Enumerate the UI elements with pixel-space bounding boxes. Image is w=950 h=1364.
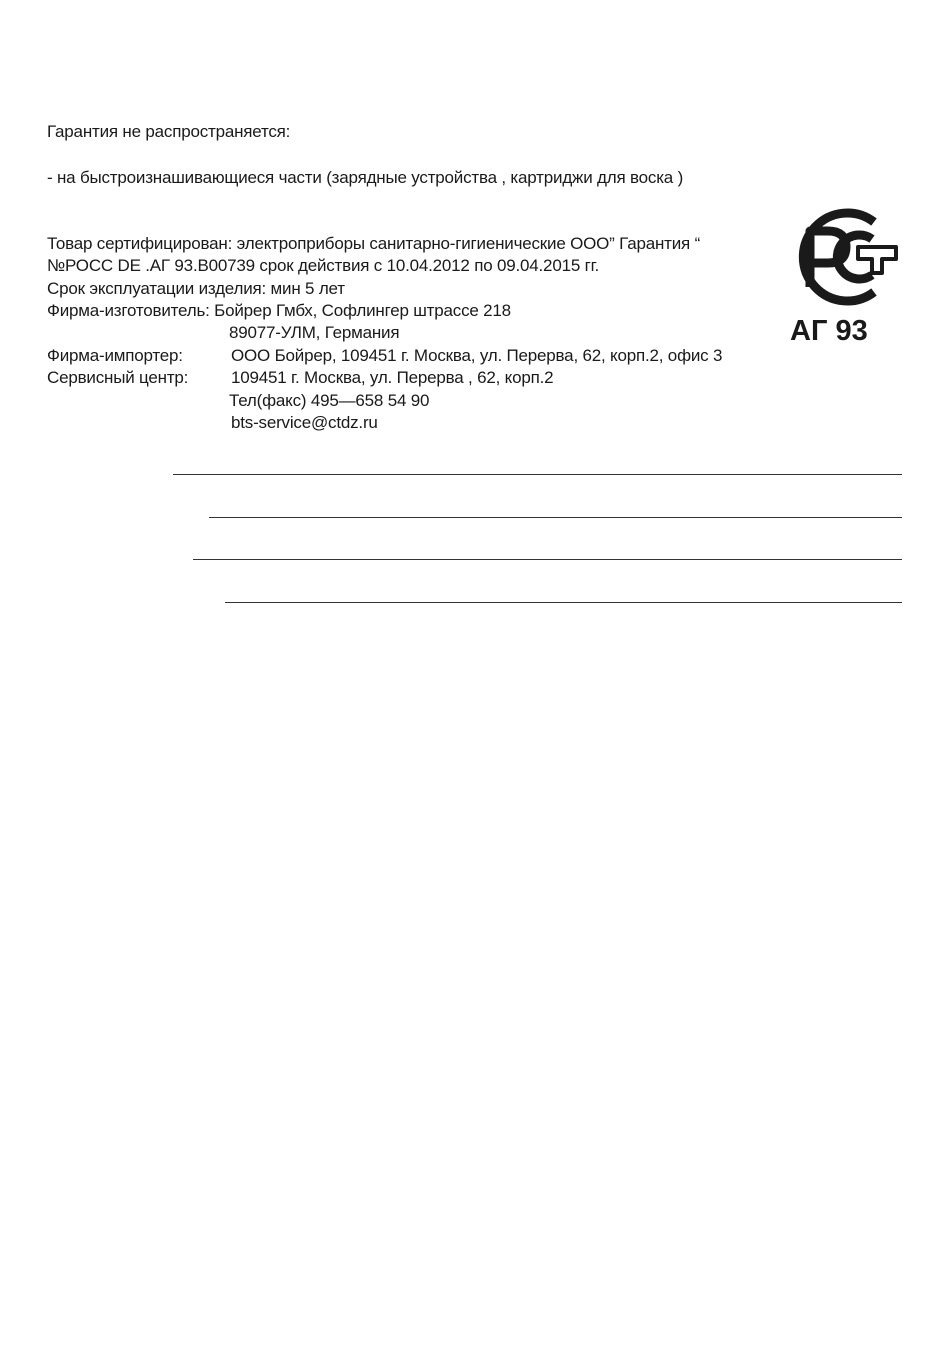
signature-line-4	[225, 602, 902, 603]
warranty-exclusion: - на быстроизнашивающиеся части (зарядные устройства , картриджи для воска )	[47, 168, 684, 187]
service-phone: Тел(факс) 495—658 54 90	[229, 391, 430, 410]
service-row	[47, 367, 553, 389]
importer-row	[47, 345, 722, 367]
importer-address: ООО Бойрер, 109451 г. Москва, ул. Перерва, 62, корп.2, офис 3	[231, 346, 723, 365]
manufacturer-address: Бойрер Гмбх, Софлингер штрассе 218	[214, 301, 511, 320]
certification-line-2: №РОСС DE .АГ 93.В00739 срок действия с 10.04.2012 по 09.04.2015 гг.	[47, 256, 600, 275]
signature-line-3	[193, 559, 902, 560]
service-address: 109451 г. Москва, ул. Перерва , 62, корп.2	[231, 368, 554, 387]
warranty-heading: Гарантия не распространяется:	[47, 122, 291, 141]
signature-line-1	[173, 474, 902, 475]
certification-logo	[776, 207, 902, 355]
certification-code: АГ 93	[790, 315, 868, 347]
service-email: bts-service@ctdz.ru	[231, 413, 378, 432]
certification-line-1: Товар сертифицирован: электроприборы санитарно-гигиенические ООО” Гарантия “	[47, 234, 701, 253]
rst-certification-mark-icon	[776, 207, 902, 307]
service-life: Срок эксплуатации изделия: мин 5 лет	[47, 279, 345, 298]
manufacturer-city: 89077-УЛМ, Германия	[229, 323, 400, 342]
manufacturer-label: Фирма-изготовитель:	[47, 301, 210, 320]
signature-line-2	[209, 517, 902, 518]
service-label: Сервисный центр:	[47, 368, 189, 387]
manufacturer-row	[47, 300, 511, 322]
importer-label: Фирма-импортер:	[47, 346, 183, 365]
